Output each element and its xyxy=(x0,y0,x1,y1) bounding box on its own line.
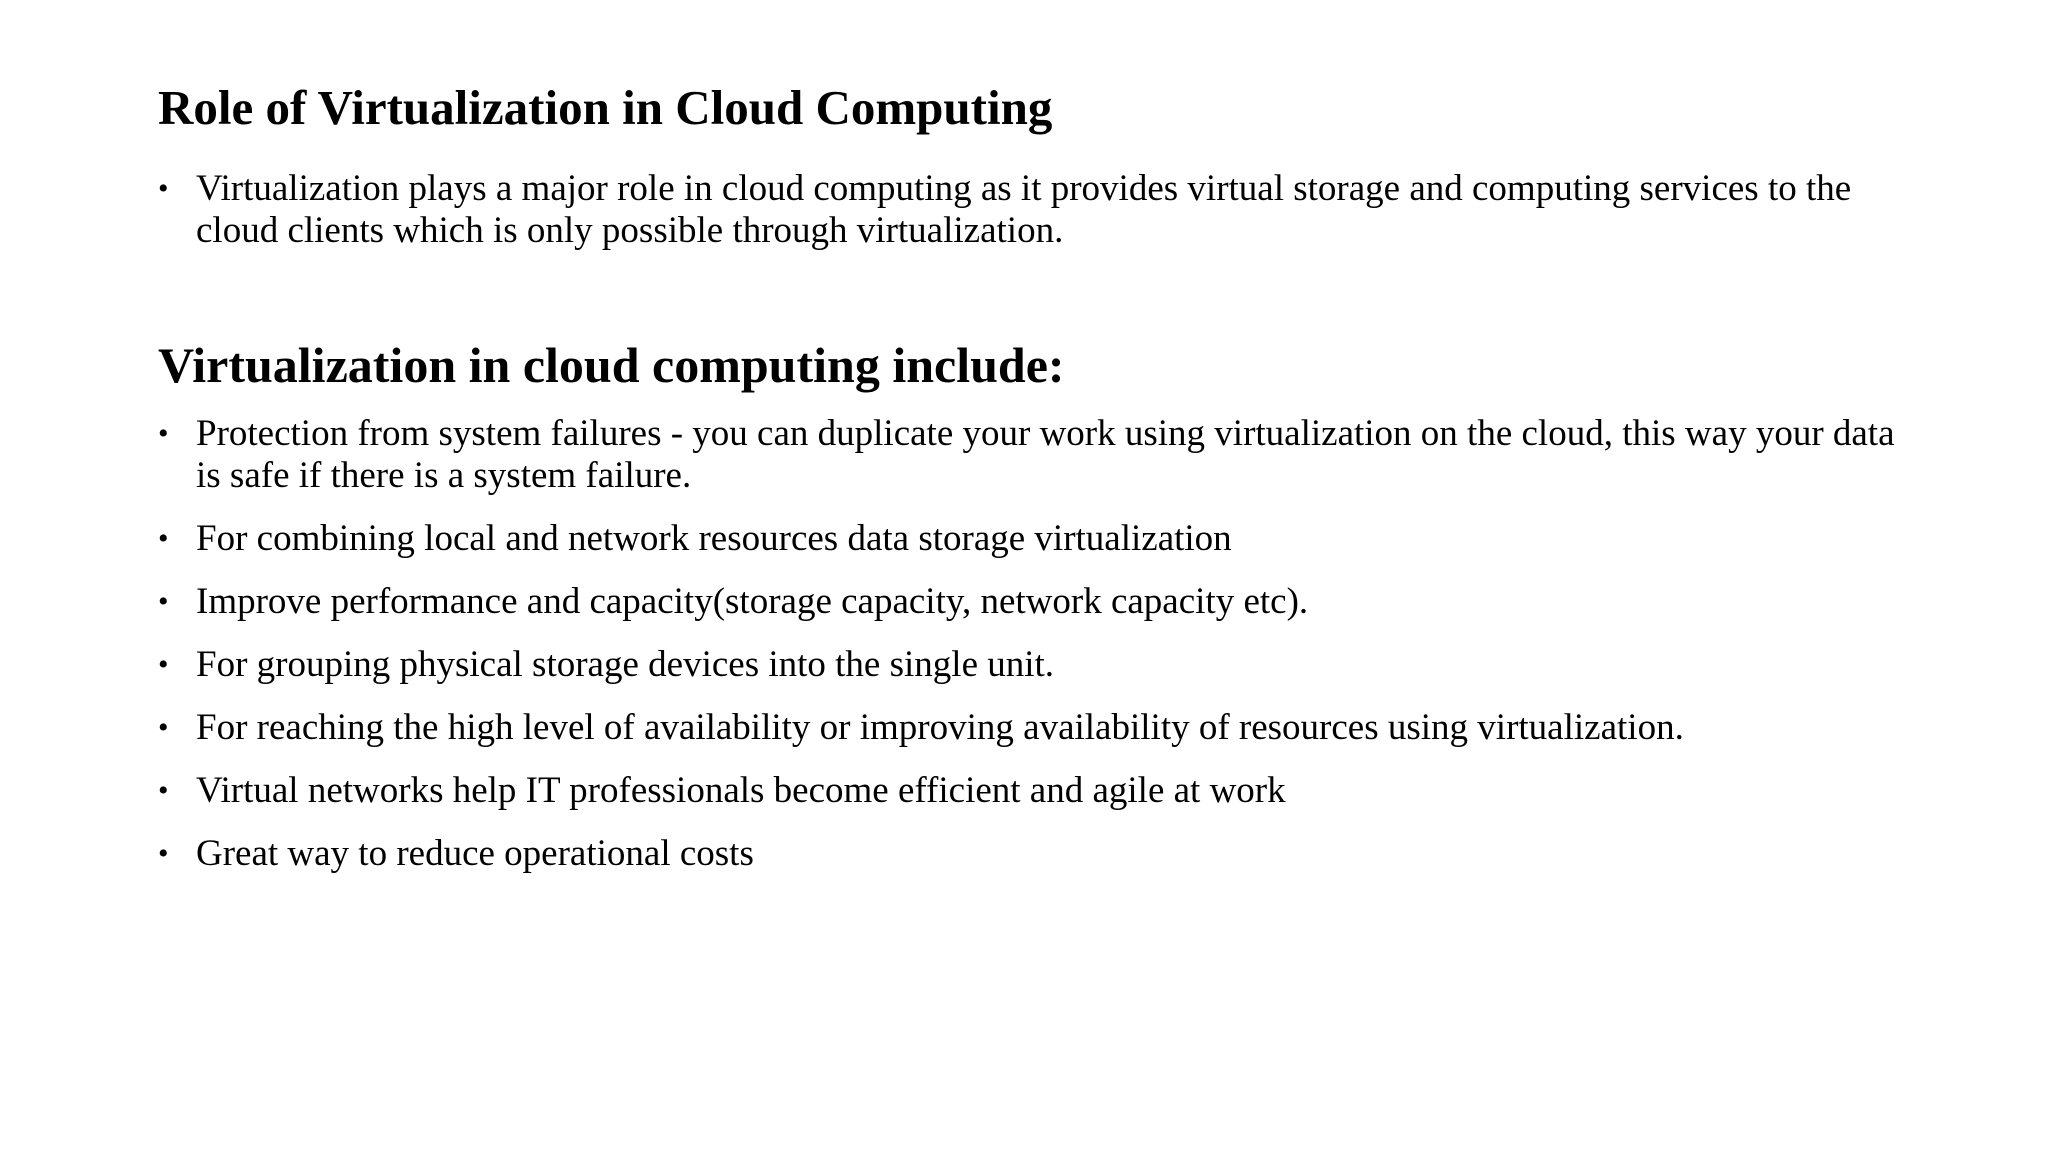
bullet-dot-icon: • xyxy=(158,648,169,681)
bullet-item xyxy=(158,413,1918,497)
section-title-virtualization-includes: Virtualization in cloud computing include: xyxy=(158,337,1065,393)
bullet-text: For grouping physical storage devices into the single unit. xyxy=(196,644,1055,685)
bullet-list-includes xyxy=(158,413,1918,896)
section-title-role-of-virtualization: Role of Virtualization in Cloud Computing xyxy=(158,80,1053,135)
bullet-item xyxy=(158,518,1918,560)
bullet-list-role xyxy=(158,168,1918,273)
bullet-dot-icon: • xyxy=(158,585,169,618)
bullet-text: For reaching the high level of availability or improving availability of resources using virtualization. xyxy=(196,707,1684,748)
bullet-dot-icon: • xyxy=(158,711,169,744)
bullet-item xyxy=(158,833,1918,875)
bullet-item xyxy=(158,581,1918,623)
bullet-dot-icon: • xyxy=(158,837,169,870)
bullet-text: Virtual networks help IT professionals become efficient and agile at work xyxy=(196,770,1286,811)
bullet-dot-icon: • xyxy=(158,522,169,555)
bullet-dot-icon: • xyxy=(158,417,169,450)
bullet-text: For combining local and network resources data storage virtualization xyxy=(196,518,1232,559)
bullet-item xyxy=(158,168,1918,252)
bullet-text: Protection from system failures - you can duplicate your work using virtualization on the cloud, this way your data is safe if there is a system failure. xyxy=(196,413,1895,496)
bullet-item xyxy=(158,770,1918,812)
bullet-dot-icon: • xyxy=(158,172,169,205)
bullet-item xyxy=(158,707,1918,749)
bullet-dot-icon: • xyxy=(158,774,169,807)
bullet-text: Improve performance and capacity(storage capacity, network capacity etc). xyxy=(196,581,1309,622)
bullet-text: Virtualization plays a major role in cloud computing as it provides virtual storage and computing services to the cloud clients which is only possible through virtualization. xyxy=(196,168,1852,251)
bullet-item xyxy=(158,644,1918,686)
bullet-text: Great way to reduce operational costs xyxy=(196,833,754,874)
